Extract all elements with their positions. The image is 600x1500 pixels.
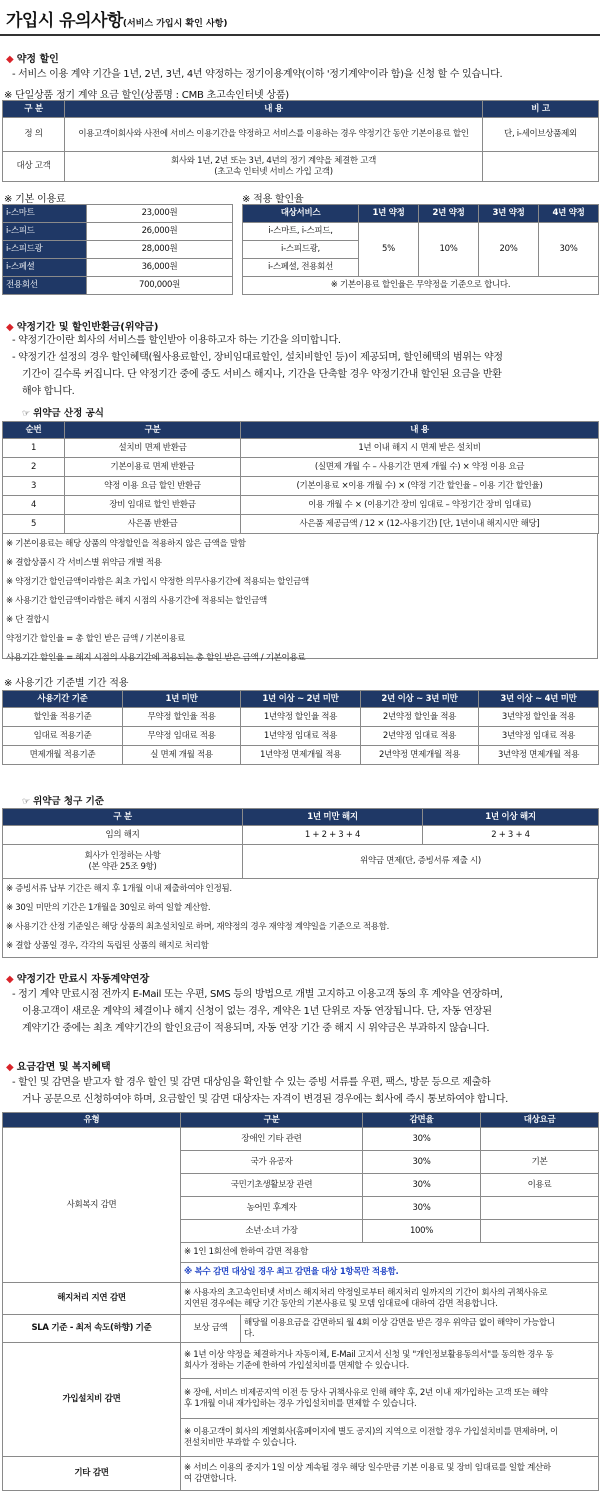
note-line: ※ 30일 미만의 기간은 1개월을 30일로 하여 일할 계산함. (6, 903, 211, 913)
note-line: ※ 결합상품시 각 서비스별 위약금 개별 적용 (6, 558, 162, 568)
fee-price: 36,000원 (87, 259, 233, 277)
fee-price: 700,000원 (87, 277, 233, 295)
period-cell: 무약정 할인율 적용 (123, 708, 241, 727)
table-header: 내 용 (241, 422, 599, 439)
formula-content: 사은품 제공금액 / 12 × (12-사용기간) [단, 1년이내 해지시만 해당] (241, 515, 599, 534)
formula-notes-box (2, 533, 598, 663)
fee-name: i-스마트 (3, 205, 87, 223)
welfare-rate: 30% (363, 1151, 481, 1174)
row-remark (483, 152, 599, 182)
welfare-rate: 30% (363, 1174, 481, 1197)
period-cell: 임대료 적용기준 (3, 727, 123, 746)
table-header: 1년 이상 해지 (423, 809, 599, 826)
fee-price: 28,000원 (87, 241, 233, 259)
table-header: 구 분 (3, 101, 65, 118)
section-heading-auto-renewal: ◆ 약정기간 만료시 자동계약연장 (6, 974, 150, 985)
period-cell: 무약정 임대료 적용 (123, 727, 241, 746)
sla-label: SLA 기준 - 최저 속도(하향) 기준 (3, 1315, 181, 1343)
title-divider (0, 34, 600, 36)
fee-price: 23,000원 (87, 205, 233, 223)
row-content: 이용고객이회사와 사전에 서비스 이용기간을 약정하고 서비스를 이용하는 경우 약정기간 동안 기본이용료 할인 (65, 118, 483, 152)
formula-no: 1 (3, 439, 65, 458)
period-cell: 실 면제 개월 적용 (123, 746, 241, 765)
table-header: 대상서비스 (243, 205, 359, 223)
table-header: 1년 이상 ~ 2년 미만 (241, 691, 361, 708)
note-line: ※ 증빙서류 납부 기간은 해지 후 1개월 이내 제출하여야 인정됨. (6, 884, 232, 894)
diamond-bullet-icon: ◆ (6, 54, 14, 65)
table-header: 구 분 (3, 809, 243, 826)
row-label: 대상 고객 (3, 152, 65, 182)
diamond-bullet-icon: ◆ (6, 974, 14, 985)
table-header: 내 용 (65, 101, 483, 118)
formula-type: 설치비 면제 반환금 (65, 439, 241, 458)
rate-4yr: 30% (539, 223, 599, 277)
sla-sub-label: 보상 금액 (181, 1315, 241, 1343)
period-cell: 2년약정 면제개월 적용 (361, 746, 479, 765)
period-cell: 면제개월 적용기준 (3, 746, 123, 765)
welfare-target (481, 1197, 599, 1220)
formula-content: (기본이용료 ×이용 개월 수) × (약정 기간 할인율 – 이용 기간 할인율) (241, 477, 599, 496)
table-header: 3년 약정 (479, 205, 539, 223)
table-header: 1년 미만 (123, 691, 241, 708)
formula-no: 5 (3, 515, 65, 534)
table-header: 3년 이상 ~ 4년 미만 (479, 691, 599, 708)
contract-discount-text: - 서비스 이용 계약 기간을 1년, 2년, 3년, 4년 약정하는 정기이용계약(이하 '정기계약'이라 함)을 신청 할 수 있습니다. (12, 69, 503, 80)
page-subtitle: (서비스 가입시 확인 사항) (122, 19, 228, 29)
section-heading-welfare: ◆ 요금감면 및 복지혜택 (6, 1062, 111, 1073)
claim-notes-box (2, 878, 598, 958)
table-header: 사용기간 기준 (3, 691, 123, 708)
note-line: ※ 약정기간 할인금액이라함은 최초 가입시 약정한 의무사용기간에 적용되는 할인금액 (6, 577, 309, 587)
note-line: 사용기간 할인율 = 해지 시점의 사용기간에 적용되는 총 할인 받은 금액 / 기본이용료 (6, 653, 306, 663)
table-header: 순번 (3, 422, 65, 439)
formula-no: 3 (3, 477, 65, 496)
welfare-table (2, 1112, 599, 1491)
formula-type: 기본이용료 면제 반환금 (65, 458, 241, 477)
row-remark: 단, i-세이브상품제외 (483, 118, 599, 152)
other-text: ※ 서비스 이용의 중지가 1일 이상 계속될 경우 해당 일수만큼 기본 이용료 및 장비 임대료를 일할 계산하 여 감면합니다. (181, 1457, 599, 1491)
welfare-category: 장애인 기타 관련 (181, 1128, 363, 1151)
formula-type: 약정 이용 요금 할인 반환금 (65, 477, 241, 496)
formula-no: 2 (3, 458, 65, 477)
target-service: i-스마트, i-스피드, (243, 223, 359, 241)
note-line: ※ 사용기간 산정 기준일은 해당 상품의 최초설치일로 하며, 재약정의 경우 재약정 계약일을 기준으로 적용함. (6, 922, 390, 932)
welfare-text: - 할인 및 감면을 받고자 할 경우 할인 및 감면 대상임을 확인할 수 있는 증빙 서류를 우편, 팩스, 방문 등으로 제출하 거나 공문으로 신청하여야 하며, 요금할인 및 감면 대상자는 자격이 변경된 경우에는 회사에 즉시 통보하여야 합니다. (12, 1077, 508, 1105)
welfare-rate: 30% (363, 1197, 481, 1220)
note-line: ※ 기본이용료는 해당 상품의 약정할인을 적용하지 않은 금액을 말함 (6, 539, 246, 549)
formula-title: ☞ 위약금 산정 공식 (22, 408, 104, 419)
page-title: 가입시 유의사항(서비스 가입시 확인 사항) (6, 11, 228, 31)
row-label: 정 의 (3, 118, 65, 152)
table-header: 구분 (181, 1113, 363, 1128)
welfare-category: 소년·소녀 가장 (181, 1220, 363, 1243)
table-header: 구분 (65, 422, 241, 439)
section-heading-contract-discount: ◆ 약정 할인 (6, 54, 59, 65)
claim-cell: 1 + 2 + 3 + 4 (243, 826, 423, 845)
fee-name: i-스피드광 (3, 241, 87, 259)
delay-label: 해지처리 지연 감면 (3, 1283, 181, 1315)
welfare-type-label: 사회복지 감면 (3, 1128, 181, 1283)
note-line: ※ 결합 상품일 경우, 각각의 독립된 상품의 해지로 처리함 (6, 941, 209, 951)
base-fee-table (2, 204, 233, 295)
claim-cell: 2 + 3 + 4 (423, 826, 599, 845)
welfare-category: 농어민 후계자 (181, 1197, 363, 1220)
welfare-target (481, 1128, 599, 1151)
rate-3yr: 20% (479, 223, 539, 277)
period-cell: 1년약정 임대료 적용 (241, 727, 361, 746)
welfare-rate: 100% (363, 1220, 481, 1243)
claim-cell: 임의 해지 (3, 826, 243, 845)
claim-title: ☞ 위약금 청구 기준 (22, 796, 104, 807)
discount-rate-note: ※ 기본이용료 할인율은 무약정을 기준으로 합니다. (243, 277, 599, 295)
period-table (2, 690, 599, 765)
rate-2yr: 10% (419, 223, 479, 277)
welfare-target: 기본 (481, 1151, 599, 1174)
period-title: ※ 사용기간 기준별 기간 적용 (4, 678, 129, 689)
base-fee-title: ※ 기본 이용료 (4, 194, 66, 205)
table-header: 4년 약정 (539, 205, 599, 223)
table-header: 대상요금 (481, 1113, 599, 1128)
claim-table (2, 808, 599, 879)
sla-text: 해당월 이용요금을 감면하되 월 4회 이상 감면을 받은 경우 위약금 없이 해약이 가능합니 다. (241, 1315, 599, 1343)
welfare-category: 국가 유공자 (181, 1151, 363, 1174)
install-label: 가입설치비 감면 (3, 1343, 181, 1457)
row-content: 회사와 1년, 2년 또는 3년, 4년의 정기 계약을 체결한 고객 (초고속 인터넷 서비스 가입 고객) (65, 152, 483, 182)
contract-definition-table (2, 100, 599, 182)
period-cell: 3년약정 면제개월 적용 (479, 746, 599, 765)
table-header: 감면율 (363, 1113, 481, 1128)
welfare-target: 이용료 (481, 1174, 599, 1197)
section-heading-penalty: ◆ 약정기간 및 할인반환금(위약금) (6, 322, 159, 333)
target-service: i-스피드광, (243, 241, 359, 259)
period-cell: 1년약정 할인율 적용 (241, 708, 361, 727)
penalty-description: - 약정기간이란 회사의 서비스를 할인받아 이용하고자 하는 기간을 의미합니다. - 약정기간 설정의 경우 할인혜택(월사용료할인, 장비임대료할인, 설치비할인 등)이 제공되며, 할인혜택의 범위는 약정 기간이 길수록 커집니다. 단 약정기간 중에 중도 서비스 해지나, 기간을 단축할 경우 약정기간내 할인된 요금을 반환 해야 합니다. (12, 335, 503, 397)
period-cell: 3년약정 임대료 적용 (479, 727, 599, 746)
fee-name: 전용회선 (3, 277, 87, 295)
diamond-bullet-icon: ◆ (6, 322, 14, 333)
rate-1yr: 5% (359, 223, 419, 277)
fee-name: i-스페셜 (3, 259, 87, 277)
pointing-hand-icon: ☞ (22, 409, 31, 419)
welfare-note-highlight: ※ 복수 감면 대상일 경우 최고 감면율 대상 1항목만 적용함. (181, 1263, 599, 1283)
discount-rate-title: ※ 적용 할인율 (242, 194, 304, 205)
table-header: 1년 약정 (359, 205, 419, 223)
other-label: 기타 감면 (3, 1457, 181, 1491)
period-cell: 할인율 적용기준 (3, 708, 123, 727)
note-line: ※ 사용기간 할인금액이라함은 해지 시점의 사용기간에 적용되는 할인금액 (6, 596, 267, 606)
formula-content: 1년 이내 해지 시 면제 받은 설치비 (241, 439, 599, 458)
formula-content: 이용 개월 수 × (이용기간 장비 임대료 – 약정기간 장비 임대료) (241, 496, 599, 515)
period-cell: 3년약정 할인율 적용 (479, 708, 599, 727)
auto-renewal-text: - 정기 계약 만료시점 전까지 E-Mail 또는 우편, SMS 등의 방법으로 개별 고지하고 이용고객 동의 후 계약을 연장하며, 이용고객이 새로운 계약의 체결이나 해지 신청이 없는 경우, 계약은 1년 단위로 자동 연장됩니다. 단, 자동 연장된 계약기간 중에는 최초 계약기간의 할인요금이 적용되며, 자동 연장 기간 중 해지 시 위약금은 부과하지 않습니다. (12, 989, 503, 1034)
install-item: ※ 장애, 서비스 비제공지역 이전 등 당사 귀책사유로 인해 해약 후, 2년 이내 재가입하는 고객 또는 해약 후 1개월 이내 재가입하는 경우 가입설치비를 면제할 수 있습니다. (181, 1379, 599, 1419)
delay-text: ※ 사용자의 초고속인터넷 서비스 해지처리 약정일로부터 해지처리 일까지의 기간이 회사의 귀책사유로 지연된 경우에는 해당 기간 동안의 기본사용료 및 모뎀 임대료에 대하여 감면 적용합니다. (181, 1283, 599, 1315)
welfare-category: 국민기초생활보장 관련 (181, 1174, 363, 1197)
install-item: ※ 1년 이상 약정을 체결하거나 자동이체, E-Mail 고지서 신청 및 "개인정보활용동의서"를 동의한 경우 동 회사가 정하는 기준에 한하여 가입설치비를 면제할 수 있습니다. (181, 1343, 599, 1379)
penalty-formula-table (2, 421, 599, 534)
note-line: 약정기간 할인율 = 총 할인 받은 금액 / 기본이용료 (6, 634, 185, 644)
target-service: i-스페셜, 전용회선 (243, 259, 359, 277)
period-cell: 1년약정 면제개월 적용 (241, 746, 361, 765)
table-header: 2년 이상 ~ 3년 미만 (361, 691, 479, 708)
single-product-note: ※ 단일상품 정기 계약 요금 할인(상품명 : CMB 초고속인터넷 상품) (4, 90, 290, 101)
formula-type: 사은품 반환금 (65, 515, 241, 534)
period-cell: 2년약정 임대료 적용 (361, 727, 479, 746)
discount-rate-table (242, 204, 599, 295)
pointing-hand-icon: ☞ (22, 797, 31, 807)
table-header: 2년 약정 (419, 205, 479, 223)
claim-cell: 회사가 인정하는 사항 (본 약관 25조 9항) (3, 845, 243, 879)
fee-name: i-스피드 (3, 223, 87, 241)
table-header: 비 고 (483, 101, 599, 118)
fee-price: 26,000원 (87, 223, 233, 241)
diamond-bullet-icon: ◆ (6, 1062, 14, 1073)
welfare-note: ※ 1인 1회선에 한하여 감면 적용함 (181, 1243, 599, 1263)
welfare-rate: 30% (363, 1128, 481, 1151)
table-header: 유형 (3, 1113, 181, 1128)
install-item: ※ 이용고객이 회사의 계열회사(홈페이지에 별도 공지)의 지역으로 이전할 경우 가입설치비를 면제하며, 이 전설치비만 부과할 수 있습니다. (181, 1419, 599, 1457)
table-header: 1년 미만 해지 (243, 809, 423, 826)
formula-content: (실면제 개월 수 – 사용기간 면제 개월 수) × 약정 이용 요금 (241, 458, 599, 477)
formula-type: 장비 임대료 할인 반환금 (65, 496, 241, 515)
period-cell: 2년약정 할인율 적용 (361, 708, 479, 727)
note-line: ※ 단 결합시 (6, 615, 50, 625)
welfare-target (481, 1220, 599, 1243)
claim-cell: 위약금 면제(단, 증빙서류 제출 시) (243, 845, 599, 879)
formula-no: 4 (3, 496, 65, 515)
